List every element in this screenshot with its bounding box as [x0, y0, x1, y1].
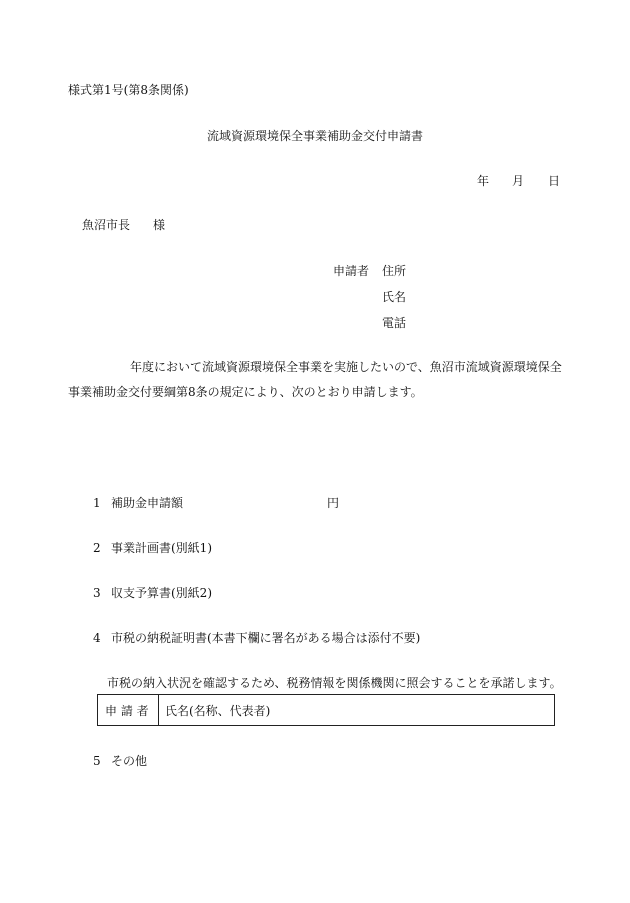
consent-table-divider: [158, 695, 159, 725]
document-title: 流域資源環境保全事業補助金交付申請書: [207, 129, 424, 143]
applicant-label: 申請者: [333, 264, 370, 278]
addressee-honorific: 様: [153, 218, 166, 232]
item-1-text: 補助金申請額: [111, 496, 184, 510]
item-4-number: 4: [93, 631, 101, 645]
form-number: 様式第1号(第8条関係): [68, 83, 189, 97]
consent-name-field[interactable]: 氏名(名称、代表者): [165, 704, 271, 718]
body-text-line-1: 年度において流域資源環境保全事業を実施したいので、魚沼市流域資源環境保全: [130, 360, 562, 374]
consent-table: [97, 694, 555, 726]
item-2-number: 2: [93, 541, 101, 555]
applicant-phone-label: 電話: [382, 316, 407, 330]
item-2-text: 事業計画書(別紙1): [111, 541, 212, 555]
applicant-address-label: 住所: [382, 264, 407, 278]
body-text-line-2: 事業補助金交付要綱第8条の規定により、次のとおり申請します。: [68, 385, 423, 399]
consent-statement: 市税の納入状況を確認するため、税務情報を関係機関に照会することを承諾します。: [107, 676, 562, 690]
item-1-number: 1: [93, 496, 101, 510]
item-5-text: その他: [111, 754, 148, 768]
item-1-unit: 円: [327, 496, 340, 510]
date-year-label: 年: [477, 174, 490, 188]
date-month-label: 月: [512, 174, 525, 188]
item-4-text: 市税の納税証明書(本書下欄に署名がある場合は添付不要): [111, 631, 421, 645]
applicant-name-label: 氏名: [382, 290, 407, 304]
consent-applicant-label: 申 請 者: [105, 704, 149, 718]
date-day-label: 日: [548, 174, 561, 188]
addressee-name: 魚沼市長: [82, 218, 131, 232]
item-3-text: 収支予算書(別紙2): [111, 586, 212, 600]
item-3-number: 3: [93, 586, 101, 600]
item-5-number: 5: [93, 754, 101, 768]
